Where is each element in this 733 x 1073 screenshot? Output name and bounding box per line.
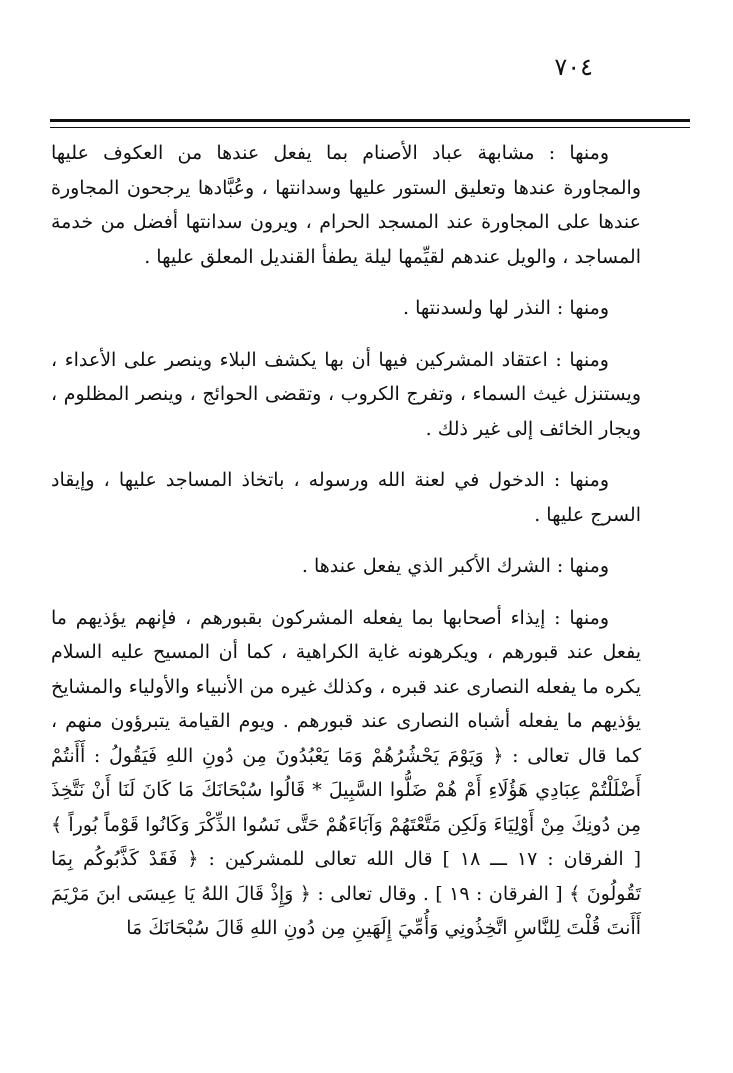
paragraph-vows-to-graves: ومنها : النذر لها ولسدنتها .	[402, 297, 609, 319]
paragraph-curse-of-mosques-on-graves: ومنها : الدخول في لعنة الله ورسوله ، باتخاذ المساجد عليها ، وإيقاد السرج عليها .	[51, 469, 641, 526]
paragraph-major-shirk: ومنها : الشرك الأكبر الذي يفعل عندها .	[301, 555, 609, 577]
paragraph-harming-the-buried: ومنها : إيذاء أصحابها بما يفعله المشركون بقبورهم ، فإنهم يؤذيهم ما يفعل عند قبورهم ، ويكرهونه غاية الكراهية ، كما أن المسيح عليه السلام يكره ما يفعله النصارى عند قبره ، وكذلك غيره من الأنبياء والأولياء والمشايخ يؤذيهم ما يفعله أشباه النصارى عند قبورهم . ويوم القيامة يتبرؤون منهم ، كما قال تعالى : ﴿ وَيَوْمَ يَحْشُرُهُمْ وَمَا يَعْبُدُونَ مِن دُونِ اللهِ فَيَقُولُ : أَأَنتُمْ أَضْلَلْتُمْ عِبَادِي هَؤُلَاءِ أَمْ هُمْ ضَلُّوا السَّبِيلَ * قَالُوا سُبْحَانَكَ مَا كَانَ لَنَا أَنْ نَتَّخِذَ مِن دُونِكَ مِنْ أَوْلِيَاءَ وَلَكِن مَتَّعْتَهُمْ وَآبَاءَهُمْ حَتَّى نَسُوا الذِّكْرَ وَكَانُوا قَوْماً بُوراً ﴾ [ الفرقان : ١٧ ـــ ١٨ ] قال الله تعالى للمشركين : ﴿ فَقَدْ كَذَّبُوكُم بِمَا تَقُولُونَ ﴾ [ الفرقان : ١٩ ] . وقال تعالى : ﴿ وَإِذْ قَالَ اللهُ يَا عِيسَى ابنَ مَرْيَمَ أَأَنتَ قُلْتَ لِلنَّاسِ اتَّخِذُونِي وَأُمِّيَ إِلَهَينِ مِن دُونِ اللهِ قَالَ سُبْحَانَكَ مَا	[51, 606, 642, 939]
body-text	[51, 136, 641, 946]
paragraph-polytheist-beliefs: ومنها : اعتقاد المشركين فيها أن بها يكشف البلاء وينصر على الأعداء ، ويستنزل غيث السماء ، وتفرج الكروب ، وتقضى الحوائج ، وينصر المظلوم ، ويجار الخائف إلى غير ذلك .	[51, 348, 641, 440]
page-number: ٧٠٤	[554, 53, 593, 81]
paragraph-graves-resembling-idol-worship: ومنها : مشابهة عباد الأصنام بما يفعل عندها من العكوف عليها والمجاورة عندها وتعليق الستور عليها وسدانتها ، وعُبَّادها يرجحون المجاورة عندها على المجاورة عند المسجد الحرام ، ويرون سدانتها أفضل من خدمة المساجد ، والويل عندهم لقيِّمها ليلة يطفأ القنديل المعلق عليها .	[51, 142, 641, 268]
header-rule-thick	[50, 119, 690, 122]
header-rule-thin	[50, 127, 690, 128]
